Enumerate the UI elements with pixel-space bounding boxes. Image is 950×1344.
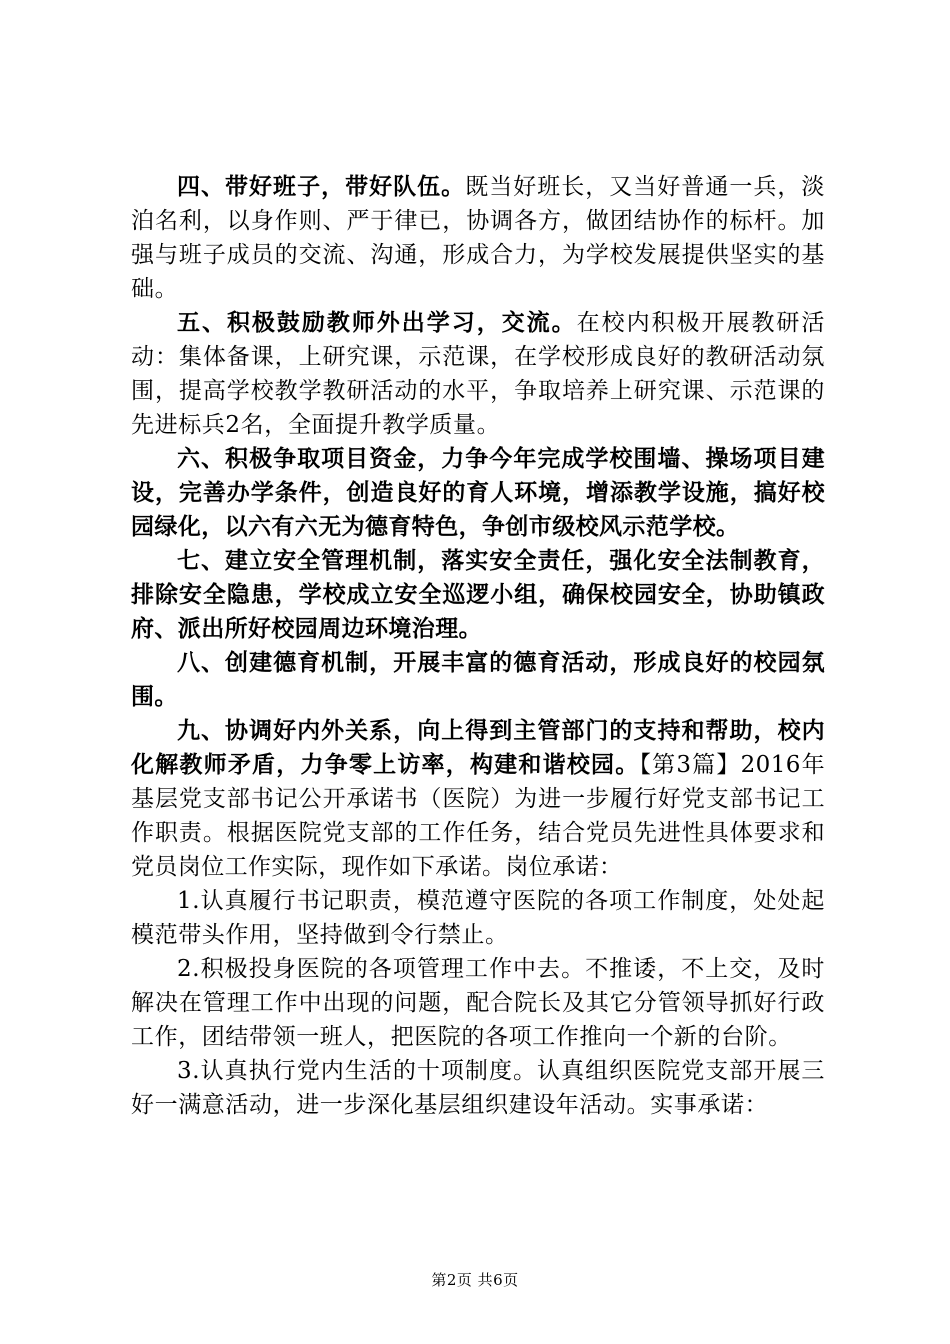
paragraph-item-3 [131,1054,825,1122]
paragraph-text: 八、创建德育机制，开展丰富的德育活动，形成良好的校园氛围。 [131,649,825,710]
paragraph-text: 既当好班长，又当好普通一兵，淡泊名利，以身作则、严于律已，协调各方，做团结协作的标杆。加强与班子成员的交流、沟通，形成合力，为学校发展提供坚实的基础。 [131,174,826,302]
paragraph-lead: 四、带好班子，带好队伍。 [177,173,466,200]
page-number: 第2页 共6页 [431,1271,519,1289]
paragraph-item-1 [131,884,825,952]
paragraph-6 [131,442,825,544]
paragraph-lead: 五、积极鼓励教师外出学习，交流。 [177,309,577,336]
paragraph-lead: 九、协调好内外关系，向上得到主管部门的支持和帮助，校内化解教师矛盾，力争零上访率，构建和谐校园。 [131,717,825,778]
paragraph-8 [131,646,825,714]
paragraph-4 [131,170,825,306]
page-footer [0,1270,950,1290]
paragraph-text: 1.认真履行书记职责，模范遵守医院的各项工作制度，处处起模范带头作用，坚持做到令行禁止。 [131,888,825,948]
paragraph-text: 3.认真执行党内生活的十项制度。认真组织医院党支部开展三好一满意活动，进一步深化基层组织建设年活动。实事承诺： [131,1058,825,1118]
paragraph-text: 七、建立安全管理机制，落实安全责任，强化安全法制教育，排除安全隐患，学校成立安全巡逻小组，确保校园安全，协助镇政府、派出所好校园周边环境治理。 [131,547,825,642]
paragraph-text: 2.积极投身医院的各项管理工作中去。不推诿，不上交，及时解决在管理工作中出现的问题，配合院长及其它分管领导抓好行政工作，团结带领一班人，把医院的各项工作推向一个新的台阶。 [131,956,825,1050]
paragraph-5 [131,306,825,442]
paragraph-text: 【第3篇】2016年基层党支部书记公开承诺书（医院）为进一步履行好党支部书记工作职责。根据医院党支部的工作任务，结合党员先进性具体要求和党员岗位工作实际，现作如下承诺。岗位承诺： [131,752,825,880]
document-body [131,170,825,1122]
paragraph-9 [131,714,825,884]
paragraph-text: 在校内积极开展教研活动：集体备课，上研究课，示范课，在学校形成良好的教研活动氛围，提高学校教学教研活动的水平，争取培养上研究课、示范课的先进标兵2名，全面提升教学质量。 [131,310,826,438]
paragraph-7 [131,544,825,646]
paragraph-item-2 [131,952,825,1054]
paragraph-text: 六、积极争取项目资金，力争今年完成学校围墙、操场项目建设，完善办学条件，创造良好的育人环境，增添教学设施，搞好校园绿化，以六有六无为德育特色，争创市级校风示范学校。 [131,445,825,540]
